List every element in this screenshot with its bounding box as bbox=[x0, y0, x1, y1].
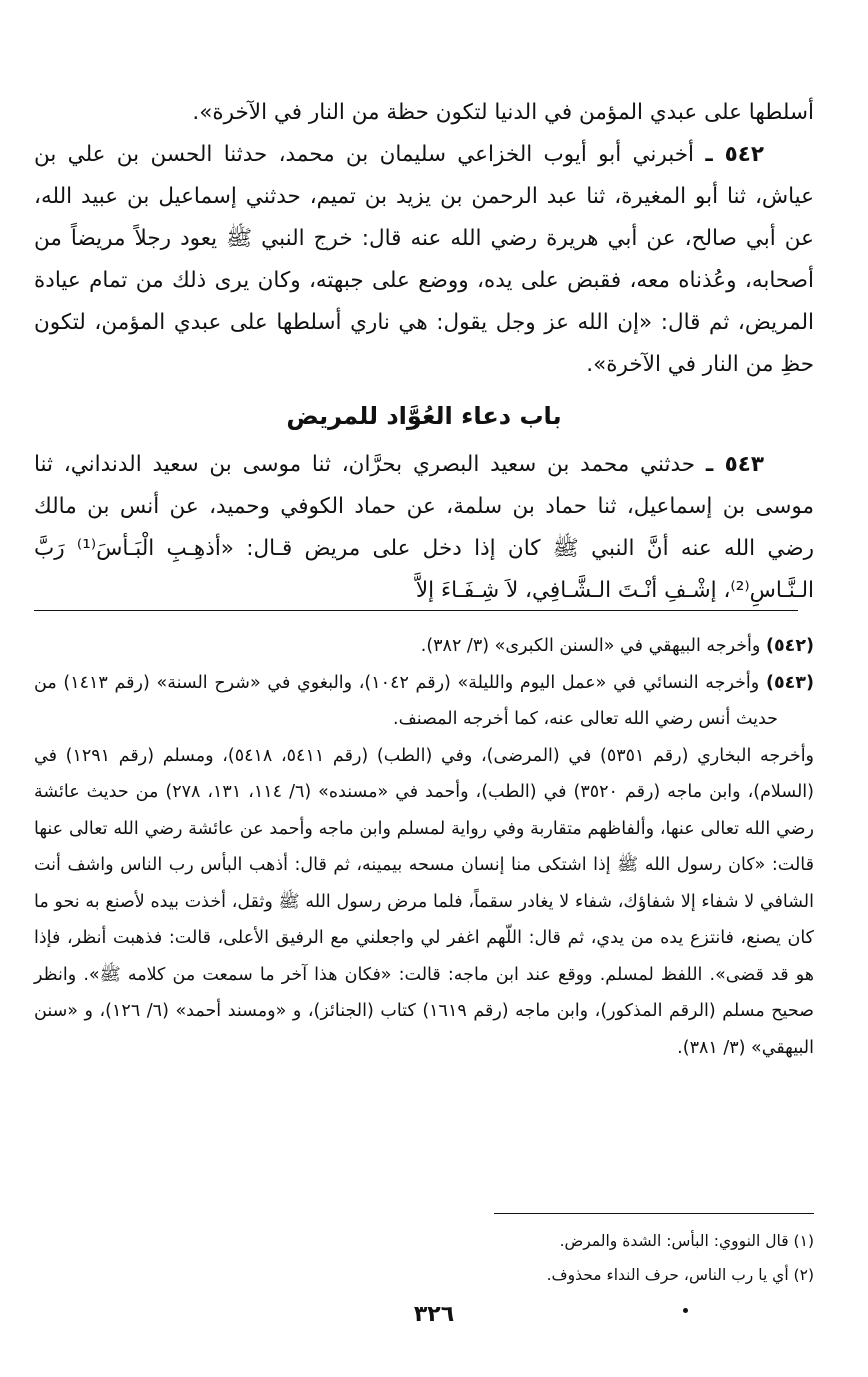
notes-divider bbox=[34, 610, 798, 611]
note-542-text: وأخرجه البيهقي في «السنن الكبرى» (٣/ ٣٨٢). bbox=[420, 636, 761, 656]
hadith-543-text: حدثني محمد بن سعيد البصري بحرَّان، ثنا موسى بن سعيد الدنداني، ثنا موسى بن إسماعيل، ثنا حماد بن سلمة، عن حماد الكوفي وحميد، عن أنس بن مالك رضي الله عنه أنَّ النبي ﷺ كان إذا دخل على مريض قـال: «أذهِـبِ الْبَـأسَ⁽¹⁾ رَبَّ الـنَّـاسِ⁽²⁾، إشْـفِ أنْـتَ الـشَّـافِي، لاَ شِـفَـاءَ إلاَّ bbox=[34, 452, 814, 603]
note-542-ref: (٥٤٢) bbox=[765, 636, 814, 656]
main-text bbox=[34, 92, 814, 612]
note-543 bbox=[34, 665, 814, 738]
note-543-continuation: وأخرجه البخاري (رقم ٥٣٥١) في (المرضى)، وفي (الطب) (رقم ٥٤١١، ٥٤١٨)، ومسلم (رقم ١٢٩١) في (السلام)، وابن ماجه (رقم ٣٥٢٠) في (الطب)، وأحمد في «مسنده» (٦/ ١١٤، ١٣١، ٢٧٨) من حديث عائشة رضي الله تعالى عنها، وألفاظهم متقاربة وفي رواية لمسلم وابن ماجه وأحمد عن عائشة رضي الله تعالى عنها قالت: «كان رسول الله ﷺ إذا اشتكى منا إنسان مسحه بيمينه، ثم قال: أذهب البأس رب الناس واشف أنت الشافي لا شفاء إلا شفاؤك، شفاء لا يغادر سقماً، فلما مرض رسول الله ﷺ وثقل، أخذت بيده لأصنع به نحو ما كان يصنع، فانتزع يده من يدي، ثم قال: اللّهم اغفر لي واجعلني مع الرفيق الأعلى، قالت: فذهبت أنظر، فإذا هو قد قضى». اللفظ لمسلم. ووقع عند ابن ماجه: قالت: «فكان هذا آخر ما سمعت من كلامه ﷺ». وانظر صحيح مسلم (الرقم المذكور)، وابن ماجه (رقم ١٦١٩) كتاب (الجنائز)، و «ومسند أحمد» (٦/ ١٢٦)، و «سنن البيهقي» (٣/ ٣٨١). bbox=[34, 745, 815, 1058]
note-542 bbox=[34, 628, 814, 665]
intro-paragraph: أسلطها على عبدي المؤمن في الدنيا لتكون حظة من النار في الآخرة». bbox=[192, 100, 814, 125]
hadith-542-number: ٥٤٢ ـ bbox=[705, 142, 764, 167]
footnote-1: (١) قال النووي: البأس: الشدة والمرض. bbox=[559, 1232, 814, 1250]
page-number: ٣٢٦ bbox=[413, 1302, 455, 1327]
footnotes-divider bbox=[494, 1213, 814, 1214]
note-543-ref: (٥٤٣) bbox=[765, 672, 814, 693]
footnote-2: (٢) أي يا رب الناس، حرف النداء محذوف. bbox=[546, 1266, 814, 1284]
hadith-543-number: ٥٤٣ ـ bbox=[705, 452, 764, 477]
footnotes bbox=[114, 1224, 814, 1292]
margin-dot bbox=[683, 1308, 688, 1313]
takhrij-notes bbox=[34, 628, 814, 1066]
hadith-542 bbox=[34, 134, 814, 386]
note-543-text: وأخرجه النسائي في «عمل اليوم والليلة» (رقم ١٠٤٢)، والبغوي في «شرح السنة» (رقم ١٤١٣) من حديث أنس رضي الله تعالى عنه، كما أخرجه المصنف. bbox=[34, 672, 778, 729]
chapter-title: باب دعاء العُوَّاد للمريض bbox=[286, 402, 562, 430]
hadith-542-text: أخبرني أبو أيوب الخزاعي سليمان بن محمد، حدثنا الحسن بن علي بن عياش، ثنا أبو المغيرة، ثنا عبد الرحمن بن يزيد بن تميم، حدثني إسماعيل بن عبيد الله، عن أبي صالح، عن أبي هريرة رضي الله عنه قال: خرج النبي ﷺ يعود رجلاً مريضاً من أصحابه، وعُذناه معه، فقبض على يده، ووضع على جبهته، وكان يرى ذلك من تمام عيادة المريض، ثم قال: «إن الله عز وجل يقول: هي ناري أسلطها على عبدي المؤمن، لتكون حظِ من النار في الآخرة». bbox=[34, 142, 814, 377]
hadith-543 bbox=[34, 444, 814, 612]
